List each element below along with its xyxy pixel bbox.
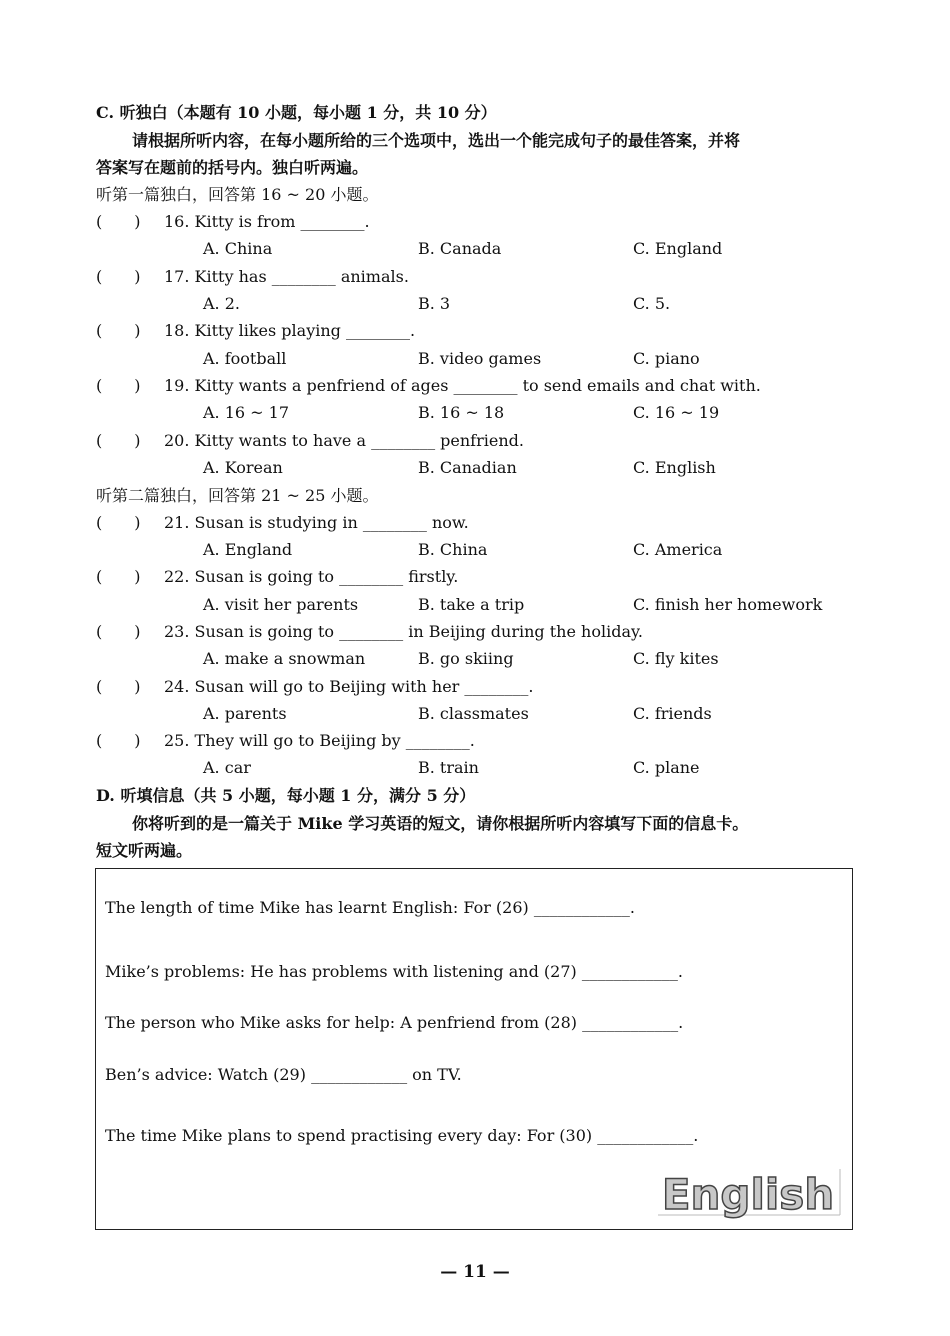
- part1-intro: 听第一篇独白，回答第 16 ~ 20 小题。: [96, 185, 379, 204]
- section-d-instruction: 你将听到的是一篇关于 Mike 学习英语的短文，请你根据所听内容填写下面的信息卡。: [132, 814, 749, 833]
- answer-bracket[interactable]: ( ): [96, 376, 141, 395]
- card-line-27[interactable]: Mike’s problems: He has problems with listening and (27) ____________.: [105, 962, 683, 981]
- answer-bracket[interactable]: ( ): [96, 731, 141, 750]
- option-b: B. Canadian: [418, 458, 517, 477]
- option-a: A. 16 ~ 17: [203, 403, 290, 422]
- option-c: C. plane: [633, 758, 700, 777]
- answer-bracket[interactable]: ( ): [96, 513, 141, 532]
- option-a: A. England: [203, 540, 293, 559]
- answer-bracket[interactable]: ( ): [96, 677, 141, 696]
- question-19: [96, 375, 761, 397]
- question-text: Susan is going to ________ in Beijing during the holiday.: [194, 622, 643, 641]
- section-d-title: D. 听填信息（共 5 小题，每小题 1 分，满分 5 分）: [96, 786, 476, 805]
- answer-bracket[interactable]: ( ): [96, 321, 141, 340]
- question-text: Susan will go to Beijing with her ________.: [194, 677, 534, 696]
- question-number: 16.: [164, 212, 190, 231]
- question-text: Kitty wants a penfriend of ages ________ to send emails and chat with.: [194, 376, 761, 395]
- question-text: Susan is going to ________ firstly.: [194, 567, 459, 586]
- option-b: B. train: [418, 758, 479, 777]
- option-a: A. China: [203, 239, 273, 258]
- option-a: A. Korean: [203, 458, 283, 477]
- card-line-26[interactable]: The length of time Mike has learnt English: For (26) ____________.: [105, 898, 635, 917]
- option-b: B. go skiing: [418, 649, 514, 668]
- question-17: [96, 266, 409, 288]
- question-number: 24.: [164, 677, 190, 696]
- answer-bracket[interactable]: ( ): [96, 212, 141, 231]
- question-text: Kitty wants to have a ________ penfriend.: [194, 431, 524, 450]
- option-c: C. fly kites: [633, 649, 719, 668]
- logo-text: English: [661, 1170, 835, 1219]
- option-c: C. piano: [633, 349, 700, 368]
- question-18: [96, 320, 415, 342]
- question-number: 20.: [164, 431, 190, 450]
- question-25: [96, 730, 475, 752]
- option-a: A. visit her parents: [203, 595, 359, 614]
- question-number: 17.: [164, 267, 190, 286]
- question-number: 21.: [164, 513, 190, 532]
- option-a: A. parents: [203, 704, 287, 723]
- option-c: C. America: [633, 540, 723, 559]
- option-c: C. friends: [633, 704, 712, 723]
- option-c: C. finish her homework: [633, 595, 823, 614]
- option-b: B. 16 ~ 18: [418, 403, 505, 422]
- section-d-instruction-cont: 短文听两遍。: [96, 841, 193, 860]
- option-b: B. video games: [418, 349, 542, 368]
- card-line-30[interactable]: The time Mike plans to spend practising every day: For (30) ____________.: [105, 1126, 699, 1145]
- card-line-29[interactable]: Ben’s advice: Watch (29) ____________ on TV.: [105, 1065, 462, 1084]
- option-c: C. 5.: [633, 294, 671, 313]
- question-16: [96, 211, 370, 233]
- english-logo-image: [656, 1167, 842, 1221]
- question-text: Kitty has ________ animals.: [194, 267, 409, 286]
- info-card: [95, 868, 853, 1230]
- section-c-title: C. 听独白（本题有 10 小题，每小题 1 分，共 10 分）: [96, 103, 497, 122]
- answer-bracket[interactable]: ( ): [96, 267, 141, 286]
- option-b: B. China: [418, 540, 488, 559]
- answer-bracket[interactable]: ( ): [96, 567, 141, 586]
- answer-bracket[interactable]: ( ): [96, 622, 141, 641]
- question-24: [96, 676, 533, 698]
- page-number: — 11 —: [440, 1262, 510, 1282]
- option-c: C. English: [633, 458, 716, 477]
- section-c-instruction: 请根据所听内容，在每小题所给的三个选项中，选出一个能完成句子的最佳答案，并将: [132, 131, 741, 150]
- option-b: B. 3: [418, 294, 451, 313]
- option-c: C. England: [633, 239, 723, 258]
- option-a: A. car: [203, 758, 251, 777]
- option-a: A. 2.: [203, 294, 240, 313]
- option-a: A. football: [203, 349, 287, 368]
- option-b: B. take a trip: [418, 595, 525, 614]
- question-number: 25.: [164, 731, 190, 750]
- part2-intro: 听第二篇独白，回答第 21 ~ 25 小题。: [96, 486, 379, 505]
- question-text: Kitty likes playing ________.: [194, 321, 416, 340]
- option-b: B. classmates: [418, 704, 529, 723]
- question-number: 18.: [164, 321, 190, 340]
- question-number: 22.: [164, 567, 190, 586]
- option-a: A. make a snowman: [203, 649, 366, 668]
- question-number: 23.: [164, 622, 190, 641]
- question-23: [96, 621, 643, 643]
- section-c-instruction-cont: 答案写在题前的括号内。独白听两遍。: [96, 158, 369, 177]
- question-21: [96, 512, 469, 534]
- answer-bracket[interactable]: ( ): [96, 431, 141, 450]
- card-line-28[interactable]: The person who Mike asks for help: A penfriend from (28) ____________.: [105, 1013, 684, 1032]
- option-c: C. 16 ~ 19: [633, 403, 720, 422]
- question-text: Kitty is from ________.: [194, 212, 370, 231]
- question-number: 19.: [164, 376, 190, 395]
- question-text: Susan is studying in ________ now.: [194, 513, 469, 532]
- question-20: [96, 430, 524, 452]
- question-22: [96, 566, 458, 588]
- option-b: B. Canada: [418, 239, 502, 258]
- question-text: They will go to Beijing by ________.: [194, 731, 475, 750]
